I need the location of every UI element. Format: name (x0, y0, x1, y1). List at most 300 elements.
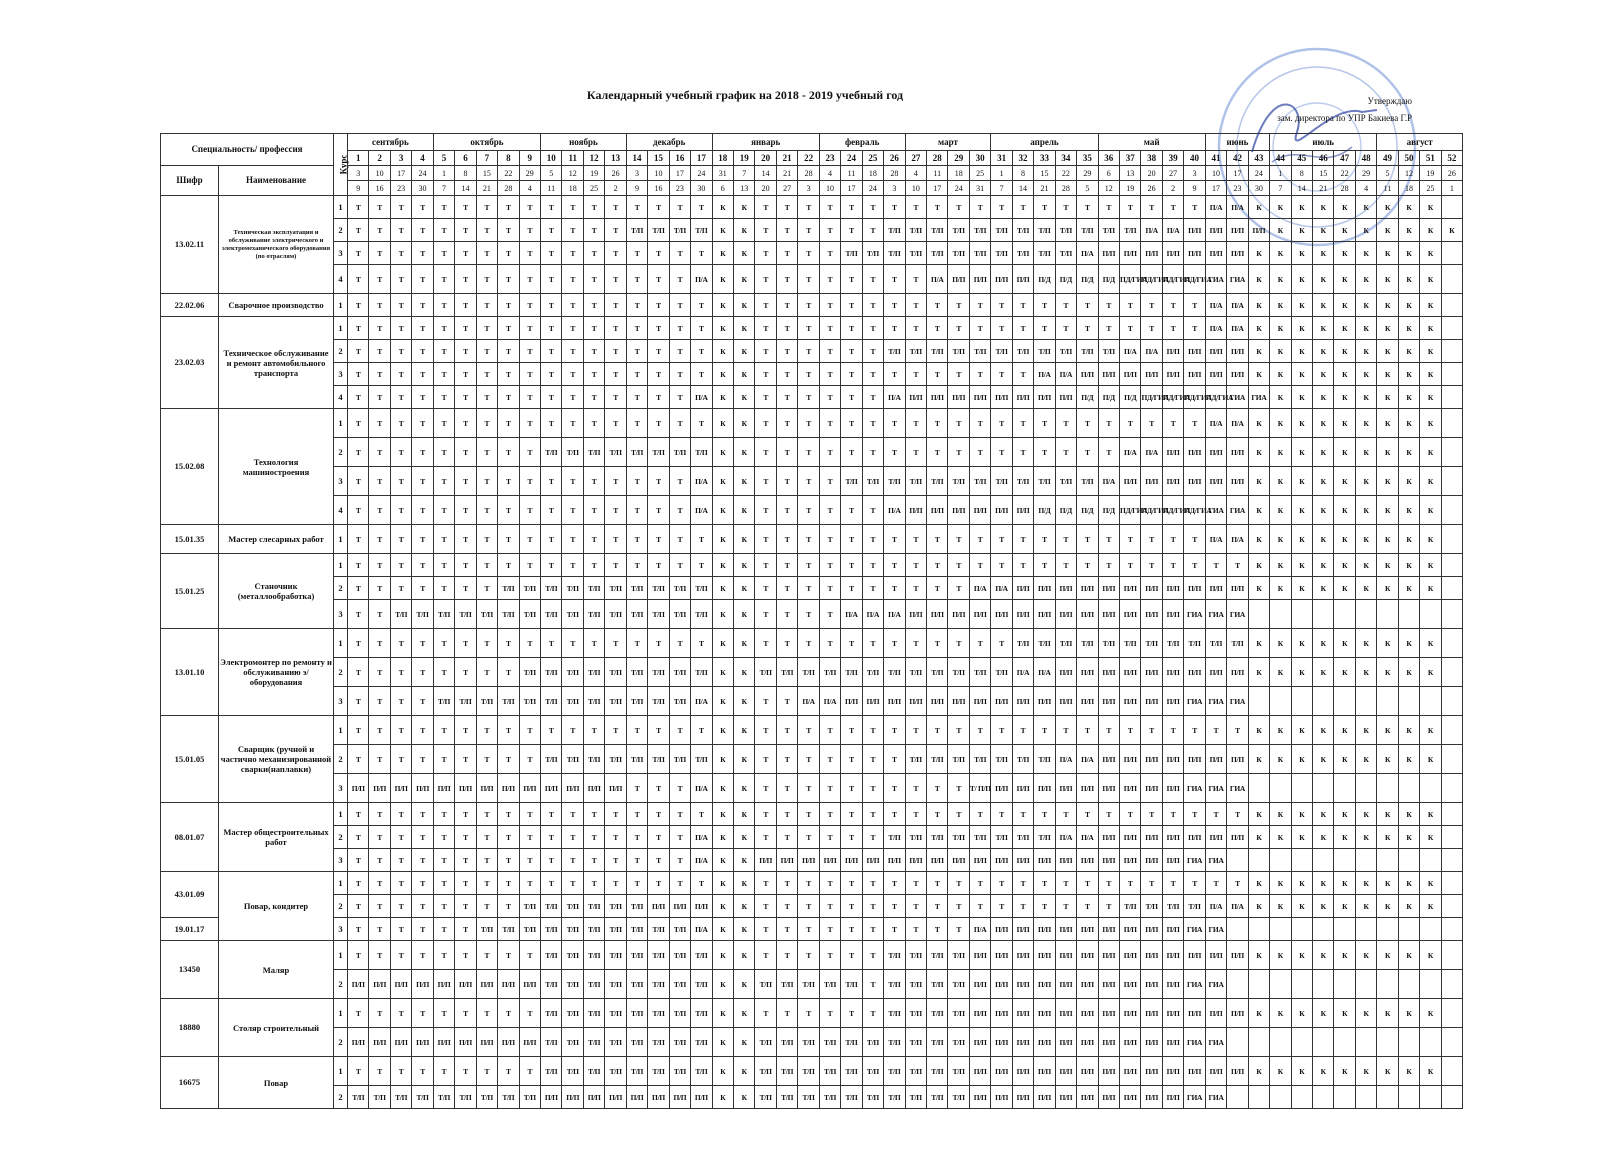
schedule-cell: К (1355, 629, 1376, 658)
schedule-cell: П/П (1141, 363, 1162, 386)
schedule-cell: П/П (1098, 941, 1119, 970)
schedule-cell: К (1334, 895, 1355, 918)
schedule-cell: Т/П (862, 242, 883, 265)
schedule-cell: П/П (1098, 363, 1119, 386)
schedule-cell: Т (884, 629, 905, 658)
schedule-cell: Т (390, 826, 411, 849)
schedule-cell: П/А (884, 386, 905, 409)
schedule-cell: Т (583, 467, 604, 496)
schedule-cell: Т (927, 803, 948, 826)
schedule-cell: П/П (1077, 999, 1098, 1028)
course-number: 4 (334, 265, 348, 294)
week-start-date: 8 (455, 166, 476, 181)
schedule-cell: Т (884, 577, 905, 600)
schedule-cell: К (1355, 895, 1376, 918)
schedule-cell: Т (798, 803, 819, 826)
schedule-cell: Т (819, 242, 840, 265)
schedule-cell: П/П (1162, 849, 1183, 872)
schedule-cell: Т (412, 438, 433, 467)
schedule-cell: П/П (1098, 970, 1119, 999)
schedule-cell: Т/П (969, 745, 990, 774)
schedule-cell: Т (562, 242, 583, 265)
week-number: 43 (1248, 151, 1269, 166)
schedule-cell: Т (798, 872, 819, 895)
schedule-cell: Т/П (626, 577, 647, 600)
schedule-cell: К (1334, 629, 1355, 658)
schedule-cell (1420, 600, 1441, 629)
schedule-cell: П/П (1055, 941, 1076, 970)
schedule-cell: Т (819, 803, 840, 826)
schedule-cell: Т/П (626, 895, 647, 918)
schedule-cell: Т (519, 242, 541, 265)
schedule-cell: П/А (1120, 438, 1141, 467)
schedule-cell: П/П (1120, 941, 1141, 970)
schedule-cell (1355, 918, 1376, 941)
schedule-cell: П/П (1227, 577, 1248, 600)
schedule-cell: Т (1077, 803, 1098, 826)
schedule-cell: Т (498, 849, 519, 872)
week-number: 51 (1420, 151, 1441, 166)
schedule-cell: К (1355, 999, 1376, 1028)
schedule-cell: П/П (755, 849, 776, 872)
schedule-cell (1334, 600, 1355, 629)
schedule-cell: П/П (991, 774, 1012, 803)
table-row (161, 340, 1463, 363)
schedule-cell: П/П (691, 895, 712, 918)
schedule-cell: Т (390, 658, 411, 687)
week-number: 34 (1055, 151, 1076, 166)
schedule-cell: Т (455, 918, 476, 941)
schedule-cell: Т (1098, 803, 1119, 826)
week-end-date: 14 (1012, 181, 1033, 196)
schedule-cell: Т (798, 265, 819, 294)
schedule-cell: П/П (884, 687, 905, 716)
schedule-cell: Т (583, 496, 604, 525)
schedule-cell: Т/П (648, 745, 669, 774)
schedule-cell: Т (862, 629, 883, 658)
week-number: 7 (476, 151, 497, 166)
week-number: 42 (1227, 151, 1248, 166)
specialty-name: Повар (219, 1057, 334, 1109)
specialty-code (161, 196, 219, 294)
week-start-date: 28 (884, 166, 905, 181)
table-row (161, 872, 1463, 895)
schedule-cell: К (1248, 317, 1269, 340)
schedule-cell: Т (433, 803, 454, 826)
schedule-cell: ПД/ГИА (1120, 496, 1141, 525)
schedule-cell: Т (862, 577, 883, 600)
schedule-cell: Т (991, 629, 1012, 658)
schedule-cell: Т (541, 363, 562, 386)
schedule-cell: Т (648, 849, 669, 872)
schedule-cell: Т/П (605, 1057, 626, 1086)
schedule-cell: К (1398, 386, 1419, 409)
schedule-cell: Т (841, 803, 862, 826)
schedule-cell: Т (1184, 803, 1205, 826)
schedule-cell: Т (948, 525, 969, 554)
schedule-cell: К (1334, 242, 1355, 265)
schedule-cell: П/П (1012, 1057, 1033, 1086)
specialty-name: Столяр строительный (219, 999, 334, 1057)
schedule-cell: Т (412, 941, 433, 970)
schedule-cell: К (1248, 340, 1269, 363)
specialty-code (161, 525, 219, 554)
schedule-cell: Т (884, 525, 905, 554)
schedule-cell: К (1377, 658, 1398, 687)
schedule-cell: Т/П (519, 658, 541, 687)
schedule-cell: Т (369, 363, 390, 386)
schedule-cell: П/П (1077, 849, 1098, 872)
schedule-cell: Т/П (691, 577, 712, 600)
schedule-cell: К (712, 409, 733, 438)
schedule-cell: Т (1077, 716, 1098, 745)
schedule-cell: К (1420, 438, 1441, 467)
schedule-cell: Т (369, 918, 390, 941)
schedule-cell: Т (884, 409, 905, 438)
table-row (161, 658, 1463, 687)
schedule-cell: Т/П (948, 941, 969, 970)
schedule-cell: Т/П (626, 1057, 647, 1086)
schedule-cell: Т (669, 386, 690, 409)
schedule-cell: К (1355, 467, 1376, 496)
week-end-date: 14 (1291, 181, 1312, 196)
schedule-cell: Т/П (776, 1028, 797, 1057)
specialty-code (161, 803, 219, 872)
schedule-cell: К (1420, 803, 1441, 826)
course-number: 2 (334, 1086, 348, 1109)
schedule-cell: Т (776, 872, 797, 895)
course-number: 1 (334, 716, 348, 745)
schedule-cell: К (734, 716, 755, 745)
schedule-cell: Т/П (927, 826, 948, 849)
schedule-cell: Т (562, 196, 583, 219)
schedule-cell: Т (348, 196, 369, 219)
schedule-cell (1248, 600, 1269, 629)
schedule-cell: Т (412, 895, 433, 918)
schedule-cell: Т (1034, 895, 1055, 918)
specialty-name: Техническая эксплуатация и обслуживание электрического и электромеханического оборудования (по отраслям) (219, 196, 334, 294)
week-number: 18 (712, 151, 733, 166)
schedule-cell (1441, 872, 1462, 895)
schedule-cell: К (1377, 386, 1398, 409)
schedule-cell: Т (519, 999, 541, 1028)
week-end-date: 28 (1055, 181, 1076, 196)
schedule-cell: П/П (1184, 363, 1205, 386)
schedule-cell: П/П (412, 774, 433, 803)
schedule-cell: П/П (1012, 999, 1033, 1028)
week-start-date: 3 (348, 166, 369, 181)
schedule-cell: Т (776, 687, 797, 716)
schedule-cell: Т (626, 340, 647, 363)
schedule-cell: Т (1034, 438, 1055, 467)
approval-line-2: зам. директора по УПР Бакиева Г.Р (1277, 113, 1412, 123)
schedule-cell: Т/П (626, 600, 647, 629)
schedule-cell: Т (669, 629, 690, 658)
schedule-cell: П/П (455, 774, 476, 803)
schedule-cell: П/П (1184, 999, 1205, 1028)
schedule-cell: К (1377, 941, 1398, 970)
schedule-cell: ГИА (1205, 600, 1226, 629)
schedule-cell: Т (519, 363, 541, 386)
schedule-cell: К (1377, 219, 1398, 242)
schedule-cell: К (712, 525, 733, 554)
schedule-cell: Т (948, 577, 969, 600)
schedule-cell: Т/П (1055, 219, 1076, 242)
schedule-cell: К (1355, 317, 1376, 340)
schedule-cell: К (1334, 554, 1355, 577)
schedule-cell: Т (412, 219, 433, 242)
schedule-cell: Т (905, 716, 926, 745)
schedule-cell: Т (412, 242, 433, 265)
schedule-cell: Т (433, 363, 454, 386)
schedule-cell: К (1270, 409, 1291, 438)
schedule-cell: Т (755, 745, 776, 774)
schedule-cell: Т (841, 999, 862, 1028)
schedule-cell: Т (776, 340, 797, 363)
schedule-cell: Т (798, 196, 819, 219)
schedule-cell: Т/П (862, 658, 883, 687)
schedule-cell (1441, 970, 1462, 999)
schedule-cell: Т/П (1034, 340, 1055, 363)
specialty-code-text: 15.01.35 (174, 533, 205, 544)
schedule-cell: К (1312, 577, 1333, 600)
schedule-cell: П/П (991, 1086, 1012, 1109)
schedule-cell: П/А (884, 600, 905, 629)
week-end-date: 28 (498, 181, 519, 196)
schedule-cell: Т/П (541, 687, 562, 716)
schedule-cell: П/П (1120, 999, 1141, 1028)
schedule-cell: К (1334, 999, 1355, 1028)
schedule-cell: К (1355, 577, 1376, 600)
schedule-cell: Т (884, 774, 905, 803)
week-number: 17 (691, 151, 712, 166)
schedule-cell: Т (390, 872, 411, 895)
schedule-cell: Т (369, 849, 390, 872)
week-number: 2 (369, 151, 390, 166)
schedule-cell: Т (669, 242, 690, 265)
schedule-cell: П/П (498, 1028, 519, 1057)
schedule-cell: К (734, 745, 755, 774)
schedule-cell: Т (605, 496, 626, 525)
schedule-cell: К (1291, 716, 1312, 745)
schedule-cell: К (1270, 496, 1291, 525)
week-start-date: 1 (991, 166, 1012, 181)
schedule-table (160, 133, 1463, 1109)
schedule-cell: П/П (862, 687, 883, 716)
schedule-cell: П/П (1098, 1028, 1119, 1057)
schedule-cell: П/П (1055, 600, 1076, 629)
schedule-cell: Т/П (669, 600, 690, 629)
schedule-cell: Т (433, 467, 454, 496)
schedule-cell: П/А (1205, 317, 1226, 340)
schedule-cell: Т (1055, 872, 1076, 895)
schedule-cell: Т (519, 265, 541, 294)
schedule-cell: К (1377, 872, 1398, 895)
schedule-cell: Т (755, 265, 776, 294)
schedule-cell: Т (1098, 872, 1119, 895)
specialty-code (161, 999, 219, 1057)
schedule-cell: Т (948, 716, 969, 745)
schedule-cell: К (712, 600, 733, 629)
schedule-cell: Т (562, 849, 583, 872)
schedule-cell: П/П (991, 386, 1012, 409)
schedule-cell: Т (541, 467, 562, 496)
schedule-cell: Т (562, 219, 583, 242)
schedule-cell: К (1312, 409, 1333, 438)
schedule-cell (1355, 849, 1376, 872)
schedule-cell: Т (927, 629, 948, 658)
schedule-cell (1377, 774, 1398, 803)
schedule-cell: К (1270, 340, 1291, 363)
schedule-cell: К (1420, 340, 1441, 363)
schedule-cell: Т/П (841, 970, 862, 999)
schedule-cell: К (1377, 496, 1398, 525)
schedule-cell: Т (562, 294, 583, 317)
schedule-cell: Т (369, 999, 390, 1028)
schedule-cell: П/П (583, 1086, 604, 1109)
code-header: Шифр (161, 166, 219, 196)
schedule-cell: К (1355, 363, 1376, 386)
schedule-cell: К (734, 629, 755, 658)
schedule-cell: Т (562, 803, 583, 826)
week-number: 31 (991, 151, 1012, 166)
schedule-cell: П/А (862, 600, 883, 629)
schedule-cell: Т/П (927, 467, 948, 496)
schedule-cell: Т (669, 340, 690, 363)
week-number: 28 (927, 151, 948, 166)
schedule-cell: Т (798, 340, 819, 363)
schedule-cell: Т (455, 658, 476, 687)
schedule-cell: К (734, 554, 755, 577)
schedule-cell: П/П (648, 1086, 669, 1109)
schedule-cell: Т/П (905, 242, 926, 265)
schedule-cell: Т (390, 438, 411, 467)
schedule-cell: Т (819, 294, 840, 317)
schedule-cell: Т (841, 872, 862, 895)
week-start-date: 14 (755, 166, 776, 181)
schedule-cell: Т (862, 872, 883, 895)
schedule-cell: Т (648, 496, 669, 525)
course-number: 3 (334, 242, 348, 265)
schedule-cell: Т (819, 317, 840, 340)
schedule-cell: Т (433, 872, 454, 895)
schedule-cell: Т/П (498, 600, 519, 629)
schedule-cell: П/А (1077, 242, 1098, 265)
week-start-date: 17 (390, 166, 411, 181)
schedule-cell: Т (927, 317, 948, 340)
table-row (161, 294, 1463, 317)
schedule-cell: К (1334, 363, 1355, 386)
schedule-cell: П/П (1162, 826, 1183, 849)
schedule-cell: Т/П (841, 1057, 862, 1086)
schedule-cell: К (1248, 658, 1269, 687)
schedule-cell: Т/П (905, 1086, 926, 1109)
schedule-cell: Т/П (862, 1057, 883, 1086)
schedule-cell: Т (562, 409, 583, 438)
schedule-cell: П/П (1077, 687, 1098, 716)
schedule-cell: Т (605, 849, 626, 872)
schedule-cell: Т (369, 872, 390, 895)
schedule-cell: Т (433, 941, 454, 970)
schedule-cell: Т (390, 1057, 411, 1086)
schedule-cell (1227, 1086, 1248, 1109)
schedule-cell: П/П (1205, 363, 1226, 386)
schedule-cell: Т (841, 265, 862, 294)
schedule-cell: Т/П (927, 970, 948, 999)
schedule-cell: Т/П (476, 918, 497, 941)
schedule-cell: Т (605, 219, 626, 242)
schedule-cell: К (1377, 438, 1398, 467)
schedule-cell: П/П (412, 970, 433, 999)
schedule-cell: Т (927, 438, 948, 467)
schedule-cell: Т (1120, 409, 1141, 438)
specialty-name: Технология машиностроения (219, 409, 334, 525)
schedule-cell: Т/П (927, 999, 948, 1028)
schedule-cell: Т (519, 1057, 541, 1086)
schedule-cell: П/П (1184, 219, 1205, 242)
schedule-cell (1441, 687, 1462, 716)
schedule-cell: П/П (1227, 438, 1248, 467)
schedule-cell: Т (776, 600, 797, 629)
schedule-cell: К (1270, 363, 1291, 386)
schedule-cell: К (1420, 1057, 1441, 1086)
schedule-cell: Т (369, 219, 390, 242)
course-number: 2 (334, 1028, 348, 1057)
schedule-cell: К (1420, 999, 1441, 1028)
schedule-cell: П/П (884, 849, 905, 872)
schedule-cell: П/П (1141, 467, 1162, 496)
specialty-code (161, 941, 219, 999)
schedule-cell: К (1312, 496, 1333, 525)
schedule-cell (1270, 970, 1291, 999)
schedule-cell: Т (819, 716, 840, 745)
week-number: 13 (605, 151, 626, 166)
schedule-cell: Т (562, 317, 583, 340)
week-end-date: 12 (1098, 181, 1119, 196)
week-number: 33 (1034, 151, 1055, 166)
schedule-cell: Т (455, 745, 476, 774)
schedule-cell: Т (948, 438, 969, 467)
schedule-cell: Т/П (1055, 629, 1076, 658)
schedule-cell: Т (541, 196, 562, 219)
schedule-cell: Т/П (927, 1057, 948, 1086)
schedule-cell: П/П (1141, 242, 1162, 265)
schedule-cell: Т (948, 803, 969, 826)
schedule-cell: К (1334, 1057, 1355, 1086)
schedule-cell: Т/П (927, 242, 948, 265)
schedule-cell: ГИА (1205, 849, 1226, 872)
schedule-cell: Т (969, 525, 990, 554)
schedule-cell: Т (1141, 409, 1162, 438)
schedule-cell: Т/П (669, 970, 690, 999)
schedule-cell: Т (433, 317, 454, 340)
schedule-cell: Т/П (1012, 242, 1033, 265)
schedule-cell: П/П (1184, 658, 1205, 687)
schedule-cell: П/П (1162, 577, 1183, 600)
schedule-cell: П/Д (1098, 265, 1119, 294)
schedule-cell: Т (455, 577, 476, 600)
week-number: 22 (798, 151, 819, 166)
course-number: 2 (334, 895, 348, 918)
schedule-cell: Т (369, 629, 390, 658)
week-end-date: 25 (583, 181, 604, 196)
schedule-cell: К (1420, 317, 1441, 340)
schedule-cell: К (1291, 317, 1312, 340)
schedule-cell: Т/П (1034, 745, 1055, 774)
schedule-cell: Т (541, 849, 562, 872)
schedule-cell: Т (841, 317, 862, 340)
schedule-cell: К (712, 363, 733, 386)
